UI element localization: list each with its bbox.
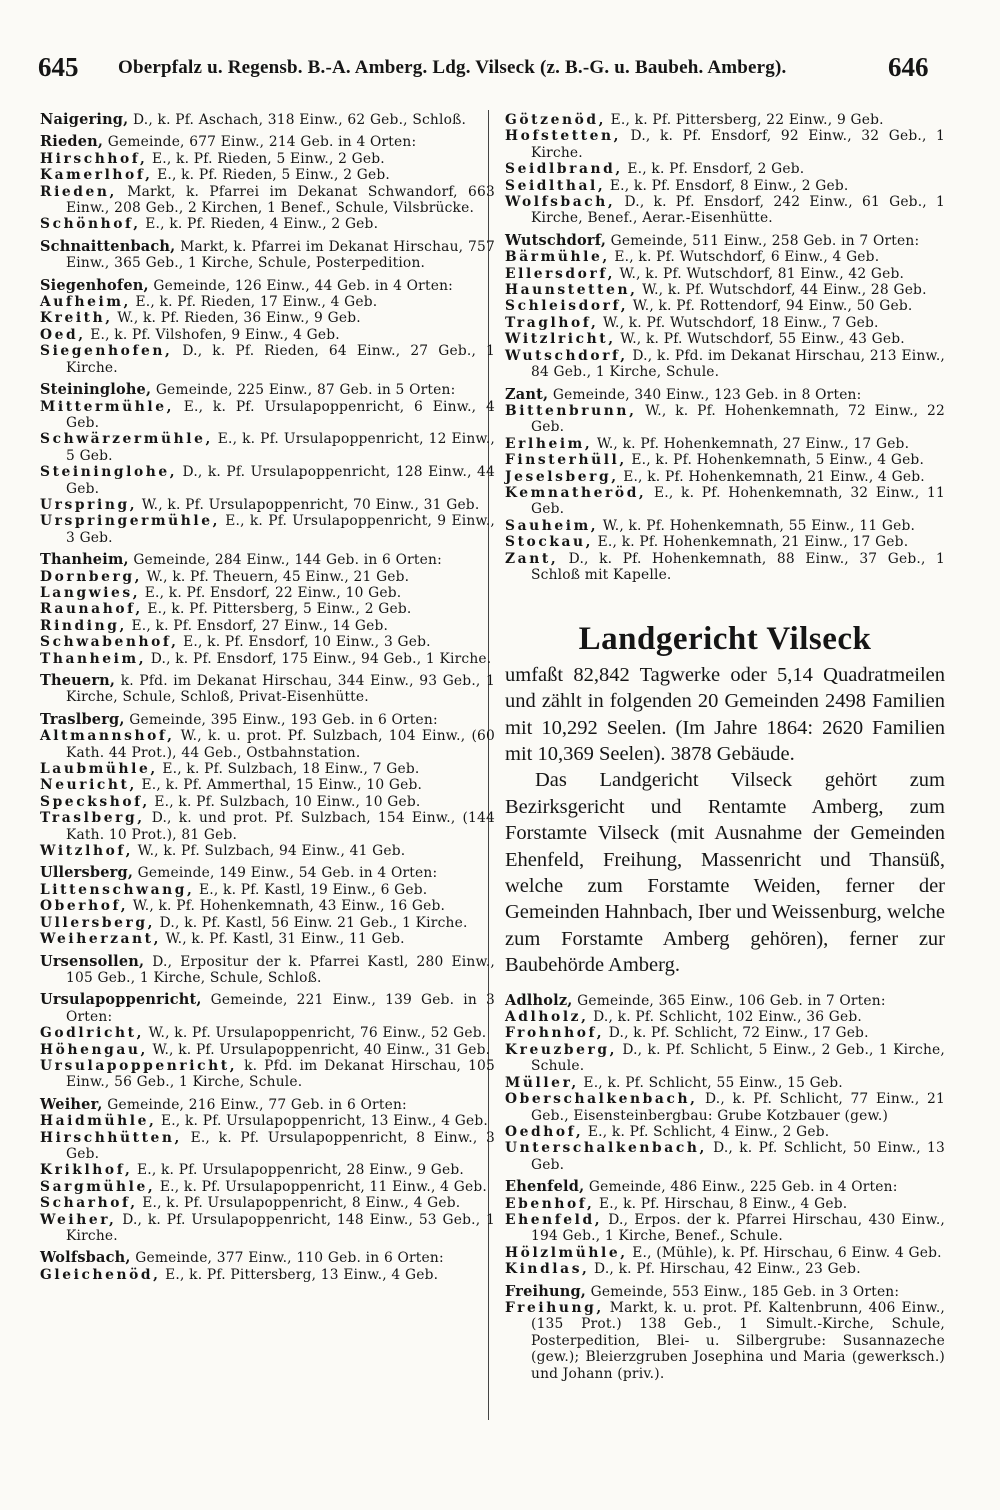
place-entry <box>505 1300 945 1382</box>
entry-text: W., k. Pf. Wutschdorf, 55 Einw., 43 Geb. <box>615 331 905 348</box>
entry-name: Adlholz, <box>505 991 573 1009</box>
gemeinde-entry <box>505 1284 945 1300</box>
place-entry <box>505 485 945 518</box>
gazetteer-group <box>505 233 945 381</box>
gazetteer-group <box>40 112 495 128</box>
entry-name: Adlholz, <box>505 1009 589 1026</box>
entry-name: Steininglohe, <box>40 464 178 481</box>
entry-name: Wolfsbach, <box>505 194 616 211</box>
entry-name: Ebenhof, <box>505 1195 595 1212</box>
entry-name: Gleichenöd, <box>40 1266 161 1283</box>
place-entry <box>505 282 945 298</box>
entry-text: E., (Mühle), k. Pf. Hirschau, 6 Einw. 4 Geb. <box>627 1244 942 1261</box>
place-entry <box>40 343 495 376</box>
place-entry <box>40 294 495 310</box>
entry-text: k. Pfd. im Dekanat Hirschau, 105 Einw., 56 Geb., 1 Kirche, Schule. <box>66 1057 495 1091</box>
entry-name: Ullersberg, <box>40 864 134 882</box>
place-entry <box>505 452 945 468</box>
place-entry <box>505 348 945 381</box>
gazetteer-group <box>505 1179 945 1277</box>
entry-text: D., k. Pf. Schlicht, 72 Einw., 17 Geb. <box>604 1025 869 1042</box>
place-entry <box>505 1196 945 1212</box>
entry-text: Markt, k. Pfarrei im Dekanat Schwandorf, 663 Einw., 208 Geb., 2 Kirchen, 1 Benef., Schule, Vilsbrücke. <box>66 183 495 217</box>
entry-text: k. Pfd. im Dekanat Hirschau, 344 Einw., 93 Geb., 1 Kirche, Schule, Schloß, Privat-Eisenhütte. <box>66 673 495 706</box>
gazetteer-group <box>40 954 495 987</box>
gemeinde-entry <box>40 712 495 728</box>
entry-name: Haidmühle, <box>40 1113 157 1130</box>
entry-text: E., k. Pf. Ensdorf, 8 Einw., 2 Geb. <box>605 177 849 194</box>
gemeinde-entry <box>40 992 495 1025</box>
entry-text: W., k. Pf. Theuern, 45 Einw., 21 Geb. <box>142 568 410 585</box>
place-entry <box>40 569 495 585</box>
gemeinde-entry <box>505 387 945 403</box>
entry-text: E., k. Pf. Hohenkemnath, 5 Einw., 4 Geb. <box>626 452 925 469</box>
entry-name: Bittenbrunn, <box>505 402 637 419</box>
place-entry <box>505 1025 945 1041</box>
place-entry <box>40 151 495 167</box>
entry-text: W., k. Pf. Sulzbach, 94 Einw., 41 Geb. <box>133 843 406 860</box>
entry-name: Erlheim, <box>505 435 593 452</box>
entry-text: W., k. u. prot. Pf. Sulzbach, 104 Einw., (60 Kath. 44 Prot.), 44 Geb., Ostbahnstation. <box>66 728 495 761</box>
entry-text: W., k. Pf. Wutschdorf, 44 Einw., 28 Geb. <box>637 282 927 299</box>
entry-name: Rieden, <box>40 133 104 151</box>
entry-name: Kreuzberg, <box>505 1041 618 1058</box>
place-entry <box>40 618 495 634</box>
place-entry <box>505 194 945 227</box>
place-entry <box>505 1245 945 1261</box>
entry-name: Haunstetten, <box>505 282 638 299</box>
entry-name: Speckshof, <box>40 793 150 810</box>
entry-text: Markt, k. Pfarrei im Dekanat Hirschau, 757 Einw., 365 Geb., 1 Kirche, Schule, Posterpedition. <box>66 238 495 272</box>
place-entry <box>40 310 495 326</box>
place-entry <box>505 403 945 436</box>
entry-text: E., k. Pf. Ursulapoppenricht, 28 Einw., 9 Geb. <box>132 1162 465 1179</box>
entry-name: Schwabenhof, <box>40 634 179 651</box>
place-entry <box>40 931 495 947</box>
place-entry <box>40 1058 495 1091</box>
gemeinde-entry <box>40 278 495 294</box>
place-entry <box>505 469 945 485</box>
entry-name: Finsterhüll, <box>505 452 627 469</box>
entry-name: Seidlbrand, <box>505 161 623 178</box>
place-entry <box>40 216 495 232</box>
entry-name: Ullersberg, <box>40 914 156 931</box>
running-title: Oberpfalz u. Regensb. B.-A. Amberg. Ldg. Vilseck (z. B.-G. u. Baubeh. Amberg). <box>118 57 787 78</box>
entry-name: Witzlricht, <box>505 331 616 348</box>
left-column <box>40 112 495 1289</box>
entry-text: E., k. Pf. Ursulapoppenricht, 6 Einw., 4 Geb. <box>66 398 495 431</box>
entry-text: E., k. Pf. Sulzbach, 10 Einw., 10 Geb. <box>149 793 421 810</box>
entry-name: Urspring, <box>40 496 138 513</box>
gazetteer-group <box>40 865 495 947</box>
entry-name: Kemnatheröd, <box>505 484 647 501</box>
entry-name: Oberschalkenbach, <box>505 1091 698 1108</box>
entry-name: Schleisdorf, <box>505 298 629 315</box>
entry-text: Gemeinde, 486 Einw., 225 Geb. in 4 Orten: <box>584 1179 898 1196</box>
gemeinde-entry <box>505 1179 945 1195</box>
place-entry <box>505 1140 945 1173</box>
entry-text: D., k. Pf. Schlicht, 5 Einw., 2 Geb., 1 Kirche, Schule. <box>531 1041 945 1075</box>
entry-name: Laubmühle, <box>40 761 158 778</box>
entry-text: D., k. Pf. Hohenkemnath, 88 Einw., 37 Geb., 1 Schloß mit Kapelle. <box>531 550 945 583</box>
entry-name: Ursulapoppenricht, <box>40 1057 238 1074</box>
place-entry <box>40 327 495 343</box>
place-entry <box>40 601 495 617</box>
entry-text: E., k. Pf. Hohenkemnath, 32 Einw., 11 Geb. <box>531 484 945 518</box>
entry-name: Ellersdorf, <box>505 265 615 282</box>
entry-name: Wutschdorf, <box>505 347 628 364</box>
entry-text: D., k. Pfd. im Dekanat Hirschau, 213 Einw., 84 Geb., 1 Kirche, Schule. <box>531 347 945 381</box>
gazetteer-group <box>505 387 945 584</box>
entry-name: Mittermühle, <box>40 398 174 415</box>
entry-text: E., k. Pf. Ursulapoppenricht, 12 Einw., 5 Geb. <box>66 431 495 464</box>
gemeinde-entry <box>40 954 495 987</box>
entry-text: W., k. Pf. Rottendorf, 94 Einw., 50 Geb. <box>628 298 913 315</box>
gazetteer-group <box>40 712 495 860</box>
entry-text: E., k. Pf. Rieden, 5 Einw., 2 Geb. <box>147 150 385 167</box>
entry-text: Gemeinde, 511 Einw., 258 Geb. in 7 Orten: <box>606 232 920 249</box>
place-entry <box>505 298 945 314</box>
landgericht-paragraph-2: Das Landgericht Vilseck gehört zum Bezirksgericht und Rentamte Amberg, zum Forstamte Vilseck (mit Ausnahme der Gemeinden Ehenfeld, Freihung, Massenricht und Thansüß, welche zum Forstamte Weiden, ferner der Gemeinden Hahnbach, Iber und Weissenburg, welche zum Forstamte Amberg gehören), ferner zur Baubehörde Amberg. <box>505 769 945 977</box>
entry-name: Oedhof, <box>505 1123 584 1140</box>
place-entry <box>40 1162 495 1178</box>
place-entry <box>505 331 945 347</box>
entry-text: D., k. Pf. Schlicht, 102 Einw., 36 Geb. <box>588 1009 863 1026</box>
entry-text: E., k. Pf. Rieden, 4 Einw., 2 Geb. <box>140 216 379 233</box>
entry-text: E., k. Pf. Kastl, 19 Einw., 6 Geb. <box>194 881 428 898</box>
entry-text: Gemeinde, 553 Einw., 185 Geb. in 3 Orten: <box>586 1283 900 1300</box>
entry-name: Sargmühle, <box>40 1178 156 1195</box>
gemeinde-entry <box>40 673 495 706</box>
entry-text: E., k. Pf. Ursulapoppenricht, 9 Einw., 3 Geb. <box>66 513 495 546</box>
entry-text: E., k. Pf. Ensdorf, 27 Einw., 14 Geb. <box>126 617 389 634</box>
entry-name: Stockau, <box>505 534 594 551</box>
entry-text: D., k. Pf. Ursulapoppenricht, 148 Einw., 53 Geb., 1 Kirche. <box>66 1211 495 1244</box>
place-entry <box>40 1195 495 1211</box>
place-entry <box>505 534 945 550</box>
right-column <box>505 112 945 1388</box>
entry-text: D., k. Pf. Hirschau, 42 Einw., 23 Geb. <box>589 1261 861 1278</box>
page-header <box>0 0 1000 100</box>
entry-name: Weiher, <box>40 1095 103 1113</box>
entry-name: Schnaittenbach, <box>40 237 176 255</box>
place-entry <box>40 634 495 650</box>
place-entry <box>505 1075 945 1091</box>
entry-text: E., k. Pf. Ursulapoppenricht, 11 Einw., 4 Geb. <box>155 1178 487 1195</box>
gazetteer-group <box>505 1284 945 1382</box>
place-entry <box>505 178 945 194</box>
entry-text: E., k. Pf. Ursulapoppenricht, 13 Einw., 4 Geb. <box>156 1113 488 1130</box>
place-entry <box>505 266 945 282</box>
entry-text: D., k. Pf. Rieden, 64 Einw., 27 Geb., 1 Kirche. <box>66 343 495 376</box>
entry-text: Gemeinde, 377 Einw., 110 Geb. in 6 Orten: <box>130 1250 444 1267</box>
landgericht-paragraph-1: umfaßt 82,842 Tagwerke oder 5,14 Quadratmeilen und zählt in folgenden 20 Gemeinden 2498 Familien mit 10,292 Seelen. (Im Jahre 1864: 2620 Familien mit 10,369 Seelen). 3878 Gebäude. <box>505 663 945 765</box>
entry-name: Scharhof, <box>40 1195 138 1212</box>
gemeinde-entry <box>505 233 945 249</box>
entry-text: W., k. Pf. Hohenkemnath, 55 Einw., 11 Geb. <box>598 517 916 534</box>
page-number-left: 645 <box>38 52 79 82</box>
place-entry <box>40 915 495 931</box>
entry-name: Götzenöd, <box>505 112 607 128</box>
entry-name: Freihung, <box>505 1299 604 1316</box>
entry-text: E., k. Pf. Hirschau, 8 Einw., 4 Geb. <box>594 1195 848 1212</box>
entry-name: Urspringermühle, <box>40 513 221 530</box>
gemeinde-entry <box>40 1097 495 1113</box>
entry-text: Gemeinde, 365 Einw., 106 Geb. in 7 Orten: <box>572 992 886 1009</box>
entry-name: Hirschhof, <box>40 150 148 167</box>
place-entry <box>40 728 495 761</box>
entry-text: E., k. Pf. Ursulapoppenricht, 8 Einw., 4 Geb. <box>137 1195 461 1212</box>
entry-text: D., k. Pf. Aschach, 318 Einw., 62 Geb., Schloß. <box>128 112 467 128</box>
entry-name: Steininglohe, <box>40 381 152 399</box>
entry-name: Traslberg, <box>40 710 125 728</box>
entry-text: W., k. Pf. Ursulapoppenricht, 76 Einw., 52 Geb. <box>144 1025 487 1042</box>
gemeinde-entry <box>40 239 495 272</box>
entry-text: E., k. Pf. Ammerthal, 15 Einw., 10 Geb. <box>136 777 423 794</box>
entry-name: Kindlas, <box>505 1261 590 1278</box>
place-entry <box>40 1113 495 1129</box>
entry-name: Thanheim, <box>40 551 129 569</box>
entry-name: Seidlthal, <box>505 177 606 194</box>
entry-text: D., k. Pf. Ensdorf, 175 Einw., 94 Geb., 1 Kirche. <box>146 650 492 667</box>
entry-text: D., k. Pf. Ensdorf, 92 Einw., 32 Geb., 1 Kirche. <box>531 128 945 161</box>
place-entry <box>505 1042 945 1075</box>
entry-text: E., k. Pf. Schlicht, 4 Einw., 2 Geb. <box>583 1123 830 1140</box>
entry-name: Wolfsbach, <box>40 1249 131 1267</box>
entry-name: Siegenhofen, <box>40 343 173 360</box>
entry-text: Gemeinde, 395 Einw., 193 Geb. in 6 Orten: <box>124 711 438 728</box>
place-entry <box>505 112 945 128</box>
entry-name: Freihung, <box>505 1282 587 1300</box>
entry-text: D., k. Pf. Ursulapoppenricht, 128 Einw., 44 Geb. <box>66 464 495 497</box>
entry-name: Ehenfeld, <box>505 1211 603 1228</box>
entry-text: E., k. Pf. Ursulapoppenricht, 8 Einw., 3 Geb. <box>66 1129 495 1162</box>
place-entry <box>505 1091 945 1124</box>
entry-name: Theuern, <box>40 672 116 689</box>
entry-text: E., k. Pf. Ensdorf, 10 Einw., 3 Geb. <box>178 634 431 651</box>
place-entry <box>40 399 495 432</box>
gemeinde-entry <box>40 134 495 150</box>
entry-text: D., Erpositur der k. Pfarrei Kastl, 280 Einw., 105 Geb., 1 Kirche, Schule, Schloß. <box>66 953 495 986</box>
place-entry <box>505 315 945 331</box>
place-entry <box>40 184 495 217</box>
gemeinde-entry <box>40 865 495 881</box>
place-entry <box>40 585 495 601</box>
gazetteer-group <box>40 673 495 706</box>
entry-name: Godlricht, <box>40 1025 144 1042</box>
gemeinde-entry <box>40 112 495 128</box>
entry-text: Gemeinde, 126 Einw., 44 Geb. in 4 Orten: <box>148 277 454 294</box>
gemeinde-entry <box>40 382 495 398</box>
entry-name: Sauheim, <box>505 517 599 534</box>
entry-name: Weiher, <box>40 1211 117 1228</box>
entry-name: Langwies, <box>40 584 141 601</box>
entry-text: D., k. Pf. Schlicht, 50 Einw., 13 Geb. <box>531 1140 945 1173</box>
gazetteer-group <box>40 382 495 546</box>
entry-text: Gemeinde, 221 Einw., 139 Geb. in 3 Orten: <box>66 992 495 1025</box>
entry-name: Jeselsberg, <box>505 468 619 485</box>
gazetteer-group <box>40 278 495 376</box>
entry-text: E., k. Pf. Rieden, 17 Einw., 4 Geb. <box>130 294 378 311</box>
gemeinde-entry <box>40 1250 495 1266</box>
place-entry <box>40 167 495 183</box>
entry-text: E., k. Pf. Vilshofen, 9 Einw., 4 Geb. <box>85 326 340 343</box>
place-entry <box>40 843 495 859</box>
place-entry <box>505 551 945 584</box>
entry-text: Gemeinde, 677 Einw., 214 Geb. in 4 Orten: <box>103 134 417 151</box>
entry-text: Markt, k. u. prot. Pf. Kaltenbrunn, 406 Einw., (135 Prot.) 138 Geb., 1 Simult.-Kirche, Schule, Posterpedition, Blei- u. Silbergrube: Susannazeche (gew.); Bleierzgruben Josephina und Maria (gewerksch.) und Johann (priv.). <box>531 1299 945 1382</box>
gazetteer-group <box>505 993 945 1173</box>
place-entry <box>40 898 495 914</box>
entry-text: W., k. Pf. Wutschdorf, 18 Einw., 7 Geb. <box>598 314 879 331</box>
entry-text: E., k. Pf. Sulzbach, 18 Einw., 7 Geb. <box>157 761 420 778</box>
entry-name: Frohnhof, <box>505 1025 605 1042</box>
place-entry <box>40 513 495 546</box>
gemeinde-entry <box>40 552 495 568</box>
place-entry <box>40 761 495 777</box>
entry-name: Traslberg, <box>40 810 145 827</box>
entry-text: W., k. Pf. Rieden, 36 Einw., 9 Geb. <box>112 310 361 327</box>
gazetteer-group <box>505 112 945 227</box>
entry-text: E., k. Pf. Pittersberg, 5 Einw., 2 Geb. <box>142 601 412 618</box>
entry-text: Gemeinde, 216 Einw., 77 Geb. in 6 Orten: <box>102 1096 407 1113</box>
place-entry <box>505 436 945 452</box>
entry-name: Wutschdorf, <box>505 231 607 249</box>
entry-name: Neuricht, <box>40 777 137 794</box>
entry-text: E., k. Pf. Rieden, 5 Einw., 2 Geb. <box>152 167 390 184</box>
entry-text: E., k. Pf. Schlicht, 55 Einw., 15 Geb. <box>578 1074 843 1091</box>
gazetteer-group <box>40 1250 495 1283</box>
place-entry <box>505 1009 945 1025</box>
entry-text: E., k. Pf. Ensdorf, 22 Einw., 10 Geb. <box>140 584 402 601</box>
place-entry <box>40 1130 495 1163</box>
entry-name: Siegenhofen, <box>40 276 149 294</box>
place-entry <box>40 810 495 843</box>
entry-text: D., k. Pf. Kastl, 56 Einw. 21 Geb., 1 Kirche. <box>155 914 468 931</box>
entry-name: Schwärzermühle, <box>40 431 213 448</box>
place-entry <box>40 794 495 810</box>
entry-name: Oberhof, <box>40 898 129 915</box>
entry-name: Oed, <box>40 326 86 343</box>
place-entry <box>505 1124 945 1140</box>
entry-name: Naigering, <box>40 111 129 128</box>
gazetteer-group <box>40 134 495 232</box>
place-entry <box>505 249 945 265</box>
entry-text: E., k. Pf. Hohenkemnath, 21 Einw., 4 Geb. <box>618 468 925 485</box>
entry-text: W., k. Pf. Hohenkemnath, 72 Einw., 22 Geb. <box>531 402 945 436</box>
entry-name: Unterschalkenbach, <box>505 1140 707 1157</box>
place-entry <box>505 161 945 177</box>
place-entry <box>505 1212 945 1245</box>
entry-name: Hofstetten, <box>505 128 622 145</box>
gemeinde-entry <box>505 993 945 1009</box>
entry-name: Witzlhof, <box>40 843 134 860</box>
landgericht-title: Landgericht Vilseck <box>578 621 872 658</box>
entry-text: Gemeinde, 340 Einw., 123 Geb. in 8 Orten: <box>548 386 862 403</box>
entry-text: Gemeinde, 149 Einw., 54 Geb. in 4 Orten: <box>133 865 438 882</box>
gazetteer-group <box>40 1097 495 1245</box>
entry-name: Dornberg, <box>40 568 143 585</box>
place-entry <box>40 464 495 497</box>
entry-text: Gemeinde, 225 Einw., 87 Geb. in 5 Orten: <box>151 382 456 399</box>
entry-name: Höhengau, <box>40 1041 148 1058</box>
landgericht-description <box>505 662 945 979</box>
place-entry <box>40 651 495 667</box>
entry-text: D., Erpos. der k. Pfarrei Hirschau, 430 Einw., 194 Geb., 1 Kirche, Benef., Schule. <box>531 1211 945 1245</box>
entry-text: E., k. Pf. Wutschdorf, 6 Einw., 4 Geb. <box>609 249 880 266</box>
place-entry <box>40 777 495 793</box>
right-column-entries-bottom <box>505 993 945 1382</box>
entry-name: Rinding, <box>40 617 127 634</box>
entry-name: Ursulapoppenricht, <box>40 991 202 1009</box>
place-entry <box>40 1212 495 1245</box>
place-entry <box>40 1042 495 1058</box>
entry-text: W., k. Pf. Wutschdorf, 81 Einw., 42 Geb. <box>614 265 905 282</box>
entry-text: W., k. Pf. Kastl, 31 Einw., 11 Geb. <box>161 931 405 948</box>
entry-name: Thanheim, <box>40 650 147 667</box>
entry-name: Kreith, <box>40 310 113 327</box>
entry-name: Raunahof, <box>40 601 143 618</box>
entry-text: D., k. und prot. Pf. Sulzbach, 154 Einw., (144 Kath. 10 Prot.), 81 Geb. <box>66 810 495 843</box>
entry-text: W., k. Pf. Ursulapoppenricht, 70 Einw., 31 Geb. <box>137 496 480 513</box>
entry-name: Ursensollen, <box>40 952 145 970</box>
entry-name: Schönhof, <box>40 216 141 233</box>
gazetteer-group <box>40 552 495 667</box>
entry-text: W., k. Pf. Hohenkemnath, 27 Einw., 17 Geb. <box>592 435 910 452</box>
entry-name: Littenschwang, <box>40 881 195 898</box>
entry-name: Altmannshof, <box>40 728 175 745</box>
entry-name: Bärmühle, <box>505 249 610 266</box>
entry-text: E., k. Pf. Hohenkemnath, 21 Einw., 17 Geb. <box>593 534 909 551</box>
place-entry <box>40 882 495 898</box>
place-entry <box>505 1261 945 1277</box>
right-column-entries-top <box>505 112 945 583</box>
entry-name: Traglhof, <box>505 314 599 331</box>
entry-text: W., k. Pf. Hohenkemnath, 43 Einw., 16 Geb. <box>128 898 446 915</box>
place-entry <box>40 1179 495 1195</box>
entry-name: Zant, <box>505 385 549 403</box>
entry-name: Aufheim, <box>40 294 131 311</box>
place-entry <box>505 518 945 534</box>
entry-text: D., k. Pf. Schlicht, 77 Einw., 21 Geb., Eisensteinbergbau: Grube Kotzbauer (gew.) <box>531 1091 945 1124</box>
entry-text: E., k. Pf. Pittersberg, 13 Einw., 4 Geb. <box>160 1266 439 1283</box>
place-entry <box>40 1025 495 1041</box>
place-entry <box>40 1267 495 1283</box>
page-number-right: 646 <box>888 52 929 82</box>
entry-name: Zant, <box>505 550 559 567</box>
place-entry <box>40 431 495 464</box>
gazetteer-group <box>40 992 495 1090</box>
entry-name: Ehenfeld, <box>505 1178 585 1196</box>
entry-name: Müller, <box>505 1074 579 1091</box>
gazetteer-group <box>40 239 495 272</box>
entry-text: Gemeinde, 284 Einw., 144 Geb. in 6 Orten: <box>128 552 442 569</box>
entry-name: Rieden, <box>40 183 117 200</box>
entry-name: Kriklhof, <box>40 1162 133 1179</box>
entry-name: Hirschhütten, <box>40 1129 182 1146</box>
place-entry <box>40 497 495 513</box>
entry-text: W., k. Pf. Ursulapoppenricht, 40 Einw., 31 Geb. <box>147 1041 491 1058</box>
entry-text: E., k. Pf. Pittersberg, 22 Einw., 9 Geb. <box>606 112 884 128</box>
entry-text: E., k. Pf. Ensdorf, 2 Geb. <box>622 161 805 178</box>
entry-name: Weiherzant, <box>40 931 162 948</box>
entry-name: Kamerlhof, <box>40 167 153 184</box>
entry-name: Hölzlmühle, <box>505 1244 628 1261</box>
place-entry <box>505 128 945 161</box>
entry-text: D., k. Pf. Ensdorf, 242 Einw., 61 Geb., 1 Kirche, Benef., Aerar.-Eisenhütte. <box>531 194 945 227</box>
